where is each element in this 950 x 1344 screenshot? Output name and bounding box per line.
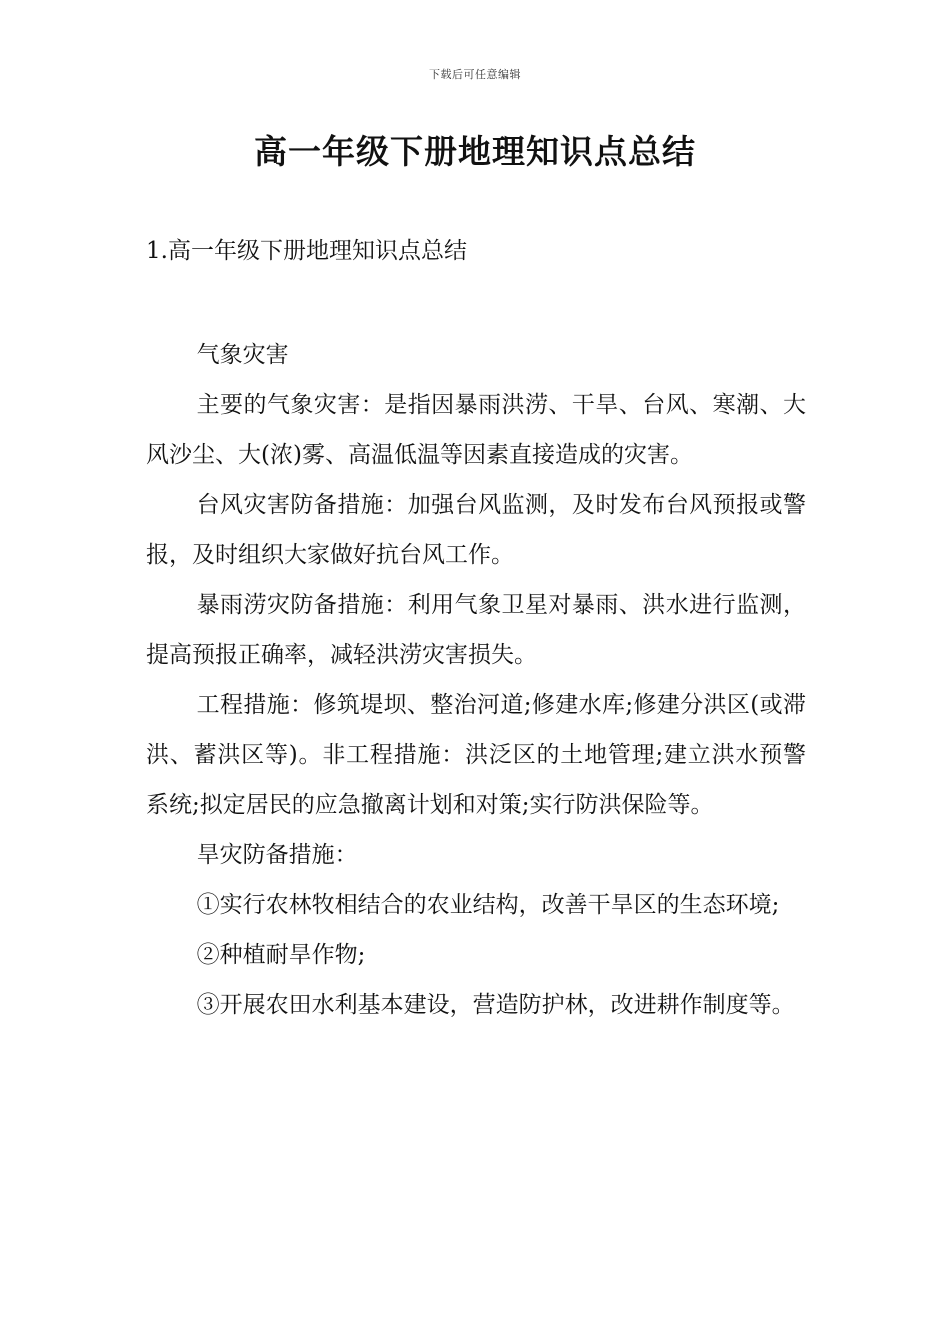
document-title: 高一年级下册地理知识点总结 (254, 132, 696, 171)
paragraph-drought-item-2: ②种植耐旱作物; (196, 942, 366, 968)
paragraph-drought-measures: 旱灾防备措施： (196, 842, 358, 868)
paragraph-weather-disasters: 气象灾害 (196, 342, 289, 368)
paragraph-main-weather-disasters: 主要的气象灾害：是指因暴雨洪涝、干旱、台风、寒潮、大风沙尘、大(浓)雾、高温低温等因素直接造成的灾害。 (146, 392, 806, 468)
section-heading: 1.高一年级下册地理知识点总结 (146, 238, 467, 264)
header-note: 下载后可任意编辑 (429, 68, 521, 81)
paragraph-drought-item-1: ①实行农林牧相结合的农业结构，改善干旱区的生态环境; (196, 892, 780, 918)
paragraph-typhoon-measures: 台风灾害防备措施：加强台风监测，及时发布台风预报或警报，及时组织大家做好抗台风工作。 (146, 492, 806, 568)
paragraph-drought-item-3: ③开展农田水利基本建设，营造防护林，改进耕作制度等。 (196, 992, 795, 1018)
paragraph-engineering-measures: 工程措施：修筑堤坝、整治河道;修建水库;修建分洪区(或滞洪、蓄洪区等)。非工程措施：洪泛区的土地管理;建立洪水预警系统;拟定居民的应急撤离计划和对策;实行防洪保险等。 (146, 692, 806, 818)
body-text (146, 330, 806, 1030)
paragraph-rainstorm-measures: 暴雨涝灾防备措施：利用气象卫星对暴雨、洪水进行监测，提高预报正确率，减轻洪涝灾害损失。 (146, 592, 806, 668)
